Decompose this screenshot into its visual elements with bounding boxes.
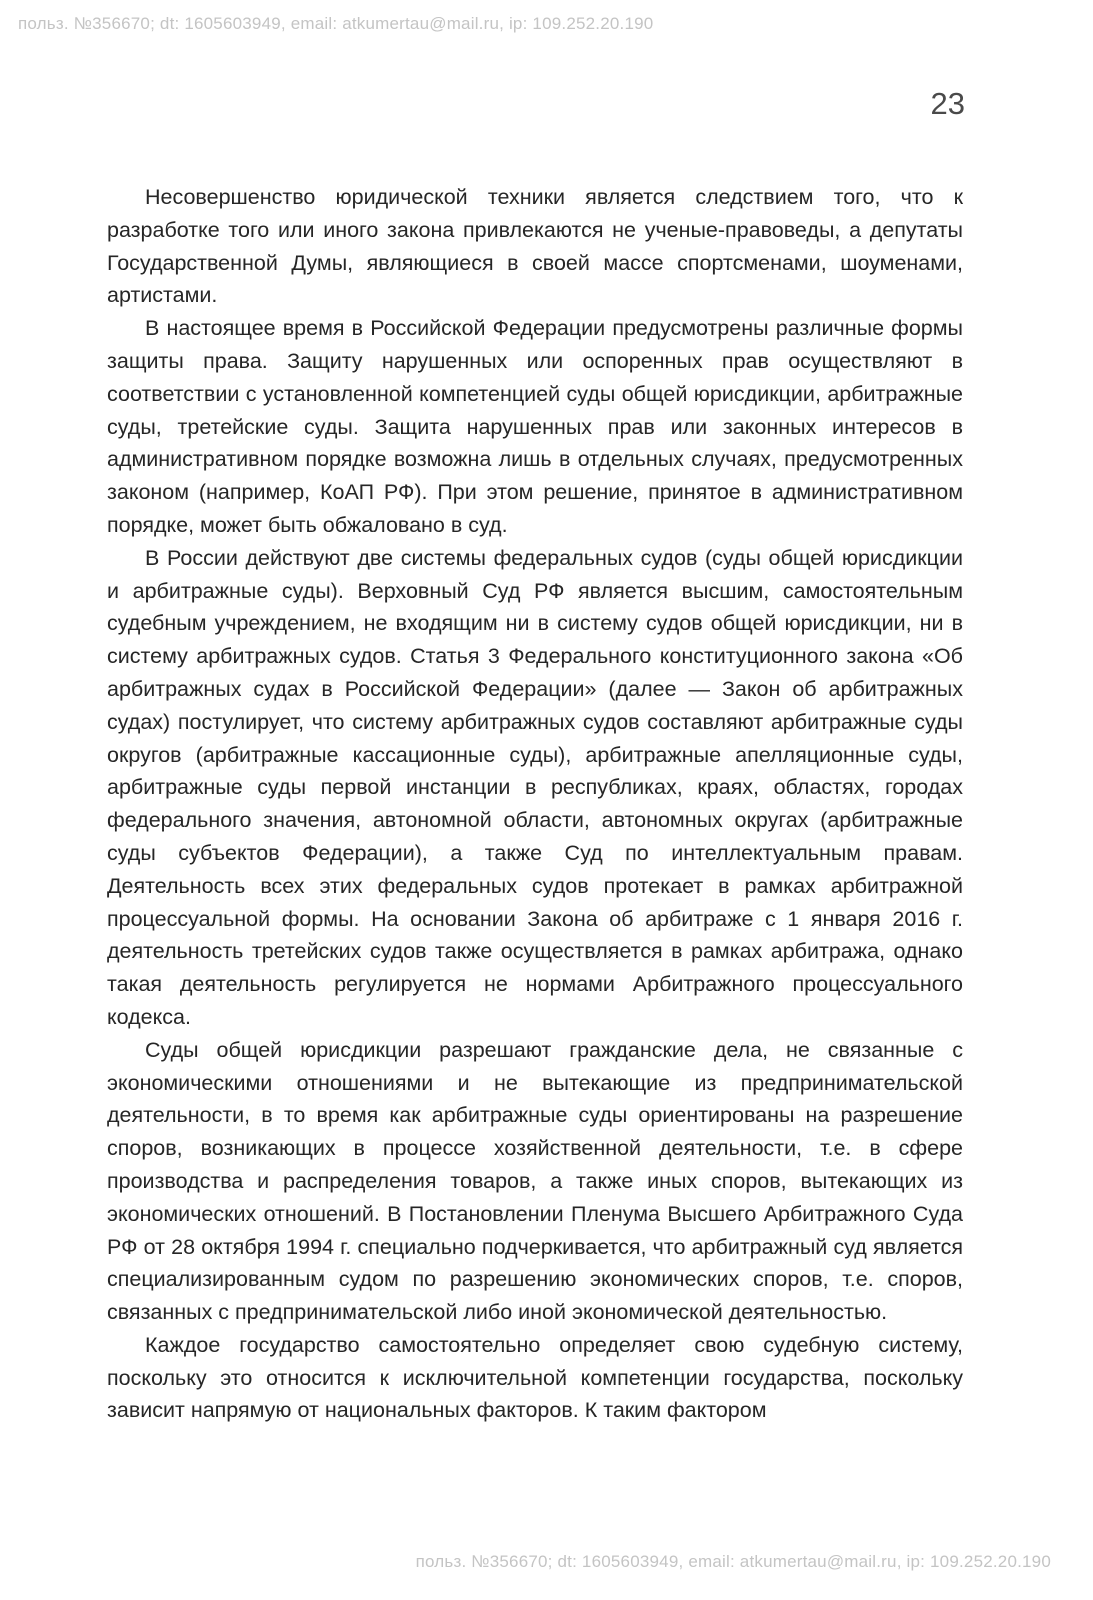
watermark-top: польз. №356670; dt: 1605603949, email: atkumertau@mail.ru, ip: 109.252.20.190 (18, 14, 654, 33)
paragraph-4: Суды общей юрисдикции разрешают гражданские дела, не связанные с экономическими отношениями и не вытекающие из предпринимательской деятельности, в то время как арбитражные суды ориентированы на разрешение споров, возникающих в процессе хозяйственной деятельности, т.е. в сфере производства и распределения товаров, а также иных споров, вытекающих из экономических отношений. В Постановлении Пленума Высшего Арбитражного Суда РФ от 28 октября 1994 г. специально подчеркивается, что арбитражный суд является специализированным судом по разрешению экономических споров, т.е. споров, связанных с предпринимательской либо иной экономической деятельностью. (107, 1037, 963, 1325)
page-number: 23 (930, 86, 965, 121)
paragraph-1: Несовершенство юридической техники является следствием того, что к разработке того или иного закона привлекаются не ученые-правоведы, а депутаты Государственной Думы, являющиеся в своей массе спортсменами, шоуменами, артистами. (107, 185, 963, 308)
paragraph-5: Каждое государство самостоятельно определяет свою судебную систему, поскольку это относится к исключительной компетенции государства, поскольку зависит напрямую от национальных факторов. К таким фактором (107, 1332, 963, 1423)
paragraph-3: В России действуют две системы федеральных судов (суды общей юрисдикции и арбитражные суды). Верховный Суд РФ является высшим, самостоятельным судебным учреждением, не входящим ни в систему судов общей юрисдикции, ни в систему арбитражных судов. Статья 3 Федерального конституционного закона «Об арбитражных судах в Российской Федерации» (далее — Закон об арбитражных судах) постулирует, что систему арбитражных судов составляют арбитражные суды округов (арбитражные кассационные суды), арбитражные апелляционные суды, арбитражные суды первой инстанции в республиках, краях, областях, городах федерального значения, автономной области, автономных округах (арбитражные суды субъектов Федерации), а также Суд по интеллектуальным правам. Деятельность всех этих федеральных судов протекает в рамках арбитражной процессуальной формы. На основании Закона об арбитраже с 1 января 2016 г. деятельность третейских судов также осуществляется в рамках арбитража, однако такая деятельность регулируется не нормами Арбитражного процессуального кодекса. (107, 545, 963, 1029)
page-text (107, 181, 963, 1427)
paragraph-2: В настоящее время в Российской Федерации предусмотрены различные формы защиты права. Защиту нарушенных или оспоренных прав осуществляют в соответствии с установленной компетенцией суды общей юрисдикции, арбитражные суды, третейские суды. Защита нарушенных прав или законных интересов в административном порядке возможна лишь в отдельных случаях, предусмотренных законом (например, КоАП РФ). При этом решение, принятое в административном порядке, может быть обжаловано в суд. (107, 316, 963, 537)
watermark-bottom: польз. №356670; dt: 1605603949, email: atkumertau@mail.ru, ip: 109.252.20.190 (415, 1552, 1051, 1571)
